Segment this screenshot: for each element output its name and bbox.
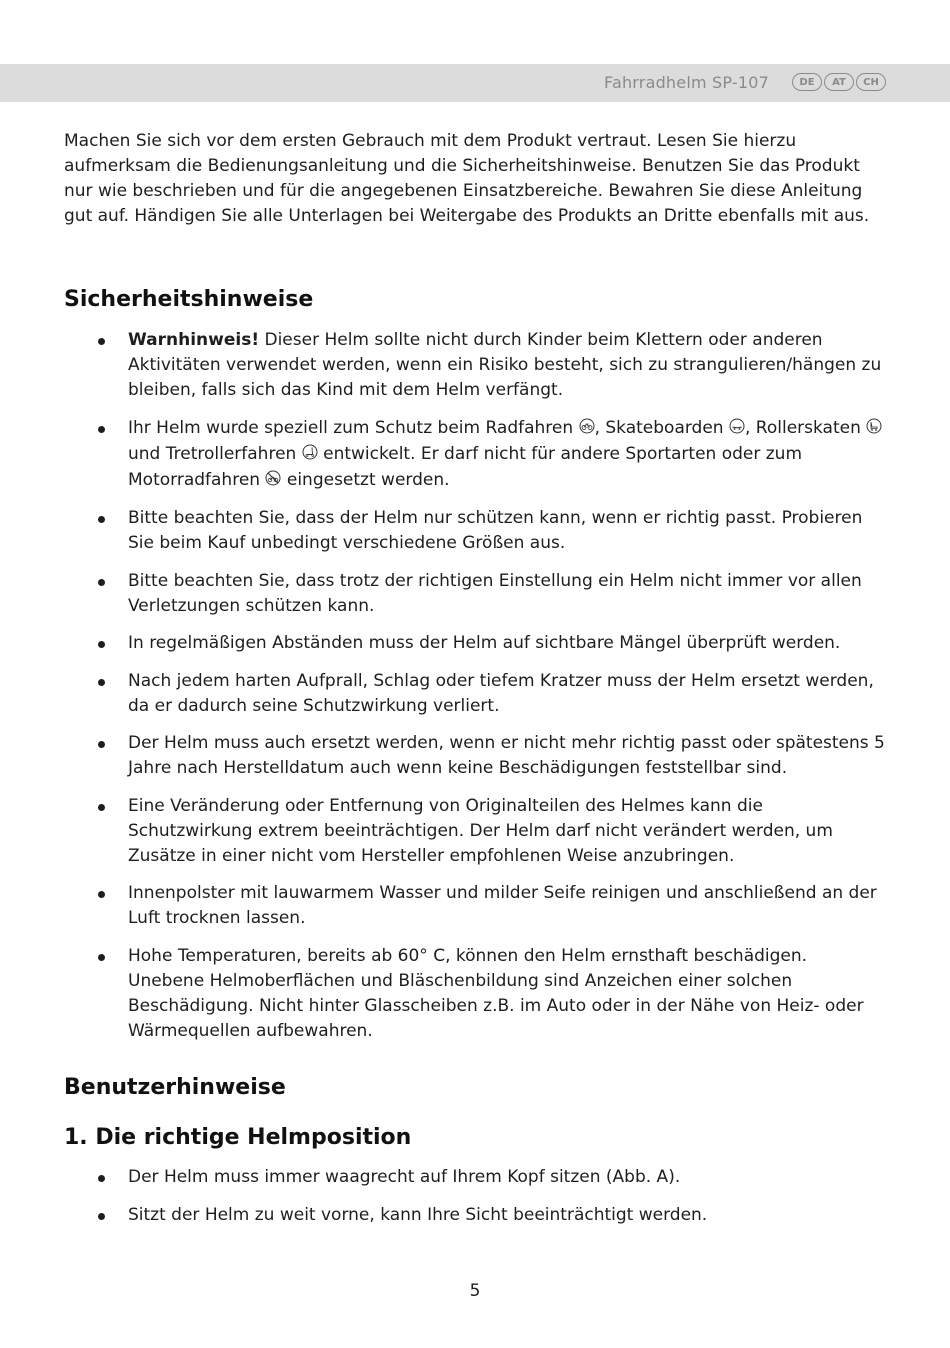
list-item-text: Der Helm muss immer waagrecht auf Ihrem Kopf sitzen (Abb. A). (128, 1167, 681, 1187)
page-number: 5 (469, 1281, 481, 1301)
bullet (98, 954, 105, 961)
list-item (64, 328, 888, 403)
bullet (98, 891, 105, 898)
country-badges (790, 73, 886, 91)
sports-text-5: entwickelt. Er darf nicht für andere Sportarten oder zum Motorradfahren (128, 443, 803, 490)
intro-paragraph: Machen Sie sich vor dem ersten Gebrauch mit dem Produkt vertraut. Lesen Sie hierzu aufmerksam die Bedienungsanleitung und die Sicherheitshinweise. Benutzen Sie das Produkt nur wie beschrieben und für die angegebenen Einsatzbereiche. Bewahren Sie diese Anleitung gut auf. Händigen Sie alle Unterlagen bei Weitergabe des Produkts an Dritte ebenfalls mit aus. (64, 131, 870, 226)
list-item (64, 731, 888, 781)
bullet (98, 579, 105, 586)
bullet (98, 804, 105, 811)
country-badge-ch: CH (856, 73, 886, 91)
rollerskate-icon (866, 417, 882, 442)
list-item (64, 631, 888, 656)
bullet (98, 641, 105, 648)
user-notes-heading: Benutzerhinweise (64, 1075, 286, 1100)
bullet (98, 1213, 105, 1220)
warning-label: Warnhinweis! (128, 330, 260, 350)
helmet-position-list (64, 1165, 888, 1240)
sports-text-3: , Rollerskaten (744, 417, 867, 438)
bullet (98, 516, 105, 523)
sports-text-4: und Tretrollerfahren (128, 443, 302, 464)
bullet (98, 426, 105, 433)
safety-heading: Sicherheitshinweise (64, 287, 314, 312)
list-item (64, 569, 888, 619)
scooter-icon (302, 443, 318, 468)
list-item-text: Hohe Temperaturen, bereits ab 60° C, können den Helm ernsthaft beschädigen. Unebene Helmoberflächen und Bläschenbildung sind Anzeichen einer solchen Beschädigung. Nicht hinter Glasscheiben z.B. im Auto oder in der Nähe von Heiz- oder Wärmequellen aufbewahren. (128, 945, 864, 1041)
list-item (64, 1165, 888, 1190)
motorcycle-prohibited-icon (265, 469, 281, 494)
header-bar (0, 64, 950, 102)
safety-list (64, 328, 888, 1056)
sports-text-6: eingesetzt werden. (281, 469, 450, 490)
list-item (64, 1203, 888, 1228)
list-item (64, 794, 888, 869)
skateboard-icon (729, 417, 745, 442)
bullet (98, 1175, 105, 1182)
list-item-text: In regelmäßigen Abständen muss der Helm auf sichtbare Mängel überprüft werden. (128, 633, 841, 653)
country-badge-at: AT (824, 73, 854, 91)
bicycle-icon (579, 417, 595, 442)
list-item (64, 669, 888, 719)
document-title: Fahrradhelm SP-107 (604, 73, 769, 92)
list-item (64, 506, 888, 556)
bullet (98, 679, 105, 686)
list-item (64, 881, 888, 931)
bullet (98, 741, 105, 748)
list-item-text: Bitte beachten Sie, dass der Helm nur schützen kann, wenn er richtig passt. Probieren Sie beim Kauf unbedingt verschiedene Größen aus. (128, 508, 863, 553)
list-item (64, 416, 888, 494)
list-item-text: Innenpolster mit lauwarmem Wasser und milder Seife reinigen und anschließend an der Luft trocknen lassen. (128, 883, 877, 928)
list-item-text: Eine Veränderung oder Entfernung von Originalteilen des Helmes kann die Schutzwirkung extrem beeinträchtigen. Der Helm darf nicht verändert werden, um Zusätze in einer nicht vom Hersteller empfohlenen Weise anzubringen. (128, 795, 833, 866)
list-item-text: Bitte beachten Sie, dass trotz der richtigen Einstellung ein Helm nicht immer vor allen Verletzungen schützen kann. (128, 570, 862, 616)
intro-section (64, 129, 888, 229)
warning-text: Dieser Helm sollte nicht durch Kinder beim Klettern oder anderen Aktivitäten verwendet werden, wenn ein Risiko besteht, sich zu strangulieren/hängen zu bleiben, falls sich das Kind mit dem Helm verfängt. (128, 330, 882, 400)
bullet (98, 338, 105, 345)
list-item-text: Sitzt der Helm zu weit vorne, kann Ihre Sicht beeinträchtigt werden. (128, 1204, 708, 1225)
list-item (64, 944, 888, 1044)
helmet-position-heading: 1. Die richtige Helmposition (64, 1125, 412, 1150)
sports-text-1: Ihr Helm wurde speziell zum Schutz beim Radfahren (128, 417, 579, 438)
country-badge-de: DE (792, 73, 822, 91)
sports-text-2: , Skateboarden (594, 417, 729, 438)
list-item-text: Der Helm muss auch ersetzt werden, wenn er nicht mehr richtig passt oder spätestens 5 Jahre nach Herstelldatum auch wenn keine Beschädigungen feststellbar sind. (128, 733, 885, 778)
list-item-text: Nach jedem harten Aufprall, Schlag oder tiefem Kratzer muss der Helm ersetzt werden, da er dadurch seine Schutzwirkung verliert. (128, 670, 874, 716)
